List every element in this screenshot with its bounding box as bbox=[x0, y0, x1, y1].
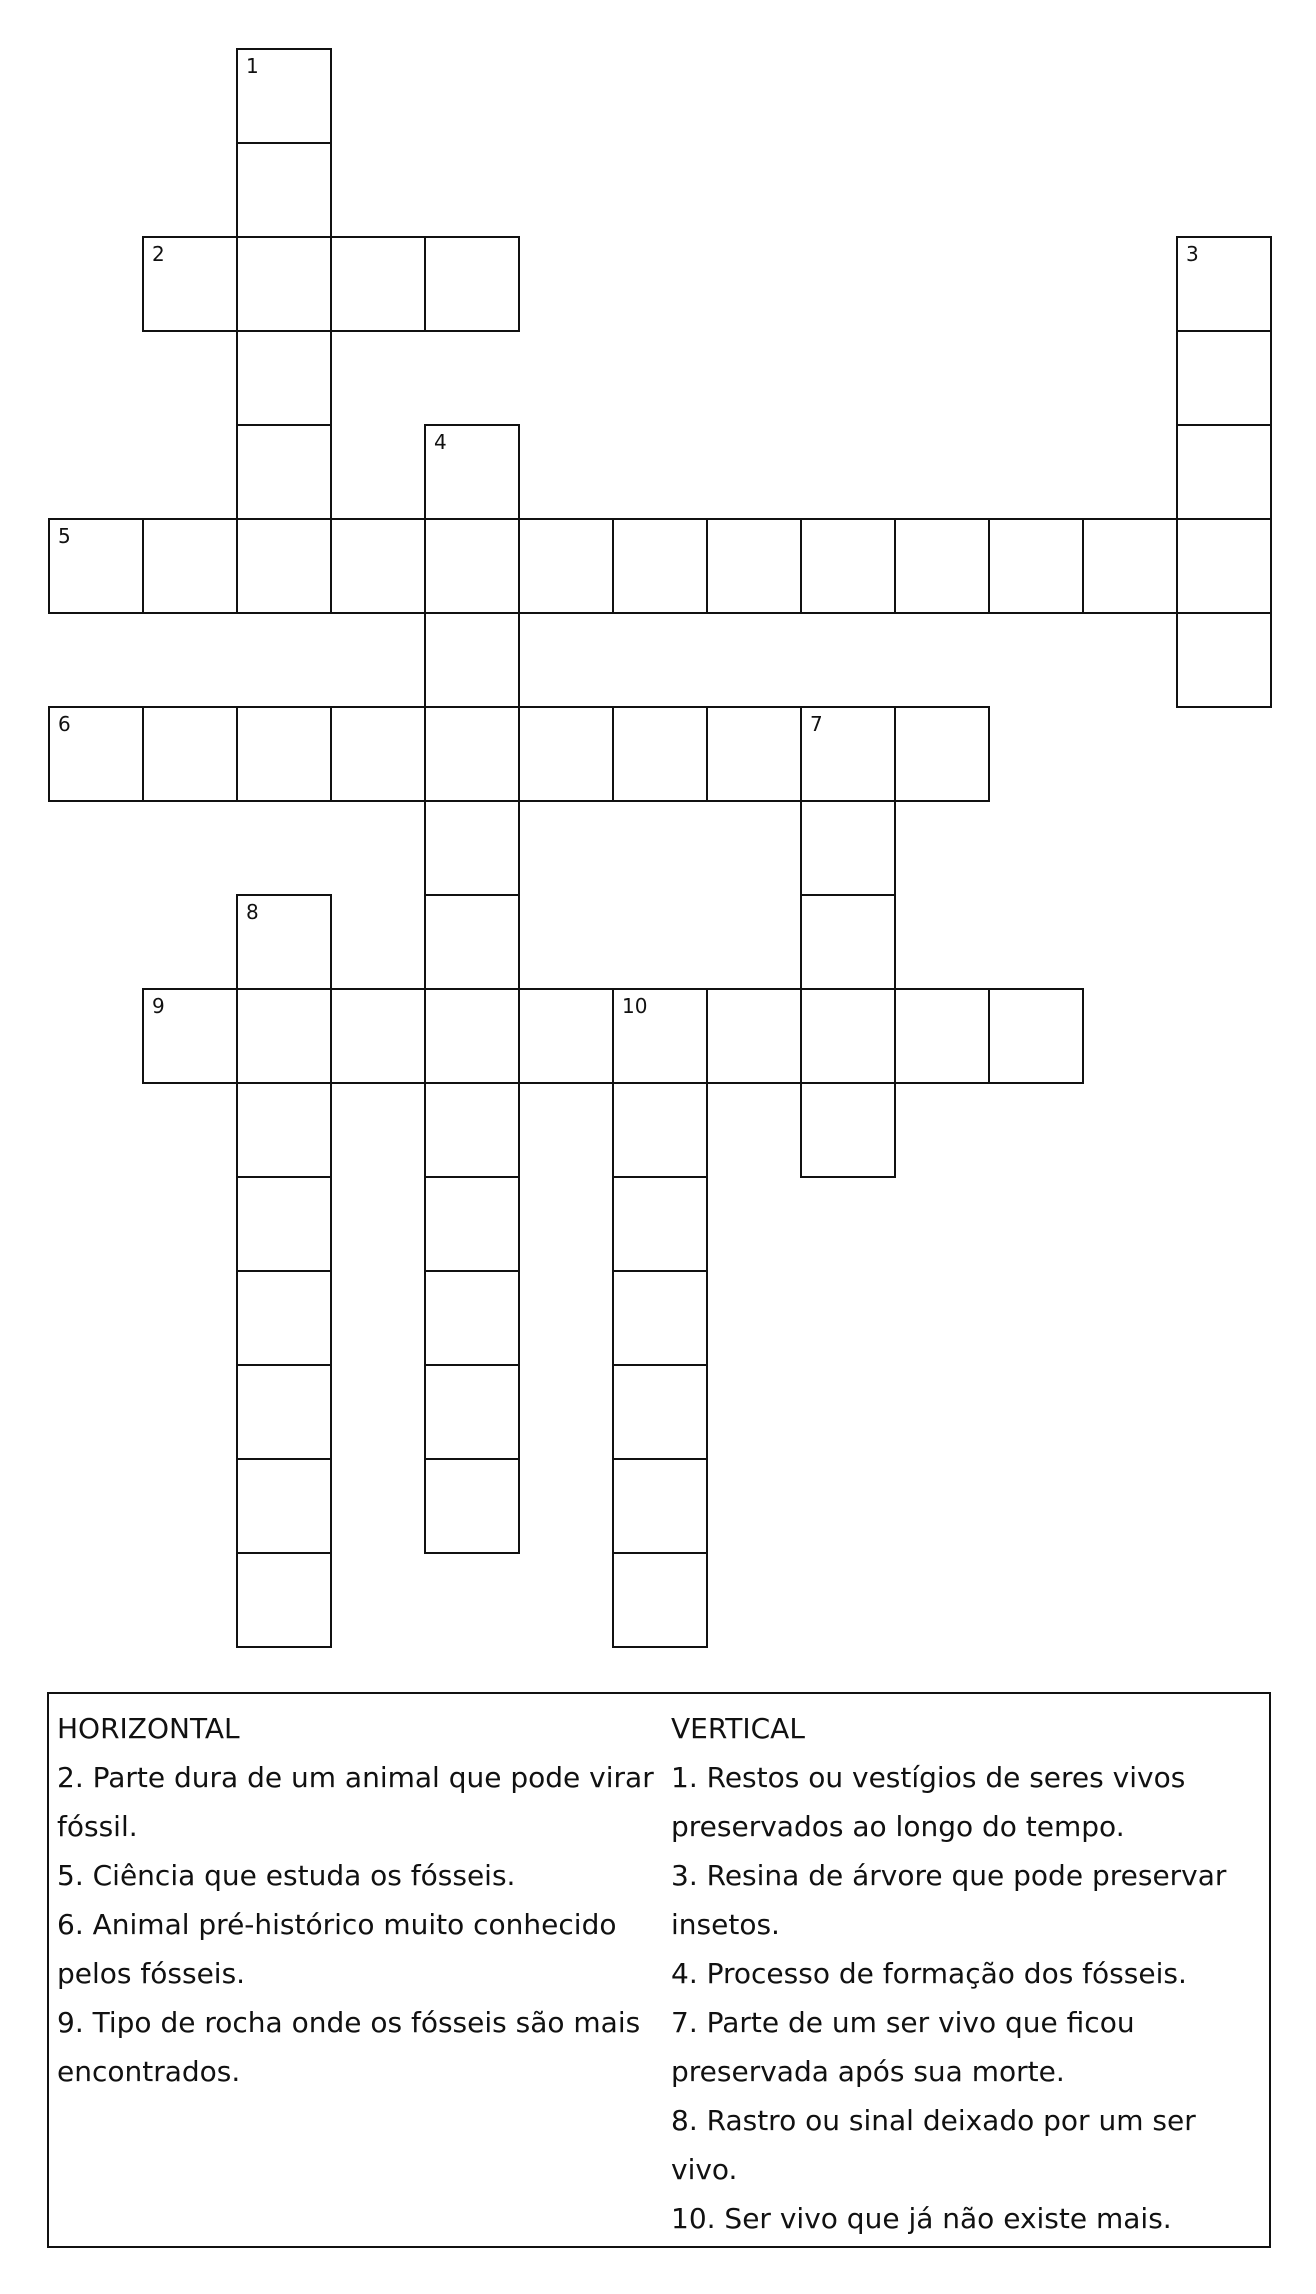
crossword-cell[interactable] bbox=[612, 1364, 708, 1460]
clue-horizontal-9-line1: 9. Tipo de rocha onde os fósseis são mais bbox=[57, 2006, 641, 2039]
crossword-cell[interactable] bbox=[236, 988, 332, 1084]
clue-horizontal-9-line2: encontrados. bbox=[57, 2055, 241, 2088]
crossword-cell[interactable] bbox=[988, 988, 1084, 1084]
horizontal-clues bbox=[57, 1704, 657, 2096]
crossword-cell[interactable] bbox=[236, 236, 332, 332]
crossword-cell[interactable] bbox=[612, 1176, 708, 1272]
crossword-cell[interactable] bbox=[518, 988, 614, 1084]
crossword-cell[interactable] bbox=[330, 518, 426, 614]
vertical-clues bbox=[671, 1704, 1267, 2243]
crossword-cell[interactable] bbox=[142, 988, 238, 1084]
crossword-cell[interactable] bbox=[424, 518, 520, 614]
crossword-cell[interactable] bbox=[424, 706, 520, 802]
crossword-cell[interactable] bbox=[612, 1270, 708, 1366]
crossword-cell[interactable] bbox=[800, 894, 896, 990]
crossword-cell[interactable] bbox=[612, 706, 708, 802]
clue-number: 5 bbox=[58, 524, 71, 548]
crossword-cell[interactable] bbox=[236, 330, 332, 426]
crossword-cell[interactable] bbox=[424, 988, 520, 1084]
crossword-cell[interactable] bbox=[236, 894, 332, 990]
clue-number: 3 bbox=[1186, 242, 1199, 266]
crossword-cell[interactable] bbox=[800, 706, 896, 802]
clue-number: 1 bbox=[246, 54, 259, 78]
clue-number: 9 bbox=[152, 994, 165, 1018]
crossword-cell[interactable] bbox=[330, 988, 426, 1084]
clue-vertical-1-line1: 1. Restos ou vestígios de seres vivos bbox=[671, 1761, 1186, 1794]
crossword-cell[interactable] bbox=[612, 988, 708, 1084]
crossword-cell[interactable] bbox=[1176, 236, 1272, 332]
crossword-cell[interactable] bbox=[988, 518, 1084, 614]
crossword-cell[interactable] bbox=[142, 236, 238, 332]
crossword-cell[interactable] bbox=[236, 706, 332, 802]
crossword-cell[interactable] bbox=[236, 1082, 332, 1178]
crossword-cell[interactable] bbox=[424, 800, 520, 896]
crossword-cell[interactable] bbox=[800, 518, 896, 614]
crossword-cell[interactable] bbox=[236, 424, 332, 520]
crossword-cell[interactable] bbox=[236, 1458, 332, 1554]
clue-vertical-7-line2: preservada após sua morte. bbox=[671, 2055, 1065, 2088]
clue-number: 2 bbox=[152, 242, 165, 266]
crossword-cell[interactable] bbox=[800, 988, 896, 1084]
crossword-cell[interactable] bbox=[424, 236, 520, 332]
crossword-cell[interactable] bbox=[236, 518, 332, 614]
crossword-cell[interactable] bbox=[1176, 518, 1272, 614]
crossword-cell[interactable] bbox=[1176, 424, 1272, 520]
crossword-cell[interactable] bbox=[236, 142, 332, 238]
crossword-cell[interactable] bbox=[330, 706, 426, 802]
vertical-heading: VERTICAL bbox=[671, 1712, 805, 1745]
crossword-cell[interactable] bbox=[236, 1176, 332, 1272]
crossword-cell[interactable] bbox=[236, 48, 332, 144]
crossword-cell[interactable] bbox=[894, 518, 990, 614]
clue-horizontal-2-line1: 2. Parte dura de um animal que pode virar bbox=[57, 1761, 654, 1794]
crossword-cell[interactable] bbox=[424, 1364, 520, 1460]
clue-vertical-10-line1: 10. Ser vivo que já não existe mais. bbox=[671, 2202, 1172, 2235]
clue-vertical-4-line1: 4. Processo de formação dos fósseis. bbox=[671, 1957, 1187, 1990]
crossword-cell[interactable] bbox=[424, 1176, 520, 1272]
crossword-cell[interactable] bbox=[142, 706, 238, 802]
clue-number: 4 bbox=[434, 430, 447, 454]
crossword-cell[interactable] bbox=[236, 1364, 332, 1460]
crossword-cell[interactable] bbox=[706, 988, 802, 1084]
crossword-cell[interactable] bbox=[330, 236, 426, 332]
clue-horizontal-6-line2: pelos fósseis. bbox=[57, 1957, 246, 1990]
crossword-cell[interactable] bbox=[48, 518, 144, 614]
crossword-cell[interactable] bbox=[518, 518, 614, 614]
crossword-cell[interactable] bbox=[1176, 612, 1272, 708]
clue-horizontal-2-line2: fóssil. bbox=[57, 1810, 138, 1843]
crossword-cell[interactable] bbox=[894, 988, 990, 1084]
crossword-cell[interactable] bbox=[612, 1458, 708, 1554]
crossword-cell[interactable] bbox=[424, 612, 520, 708]
crossword-cell[interactable] bbox=[518, 706, 614, 802]
crossword-cell[interactable] bbox=[706, 518, 802, 614]
crossword-cell[interactable] bbox=[48, 706, 144, 802]
crossword-cell[interactable] bbox=[424, 1270, 520, 1366]
crossword-cell[interactable] bbox=[612, 518, 708, 614]
crossword-cell[interactable] bbox=[706, 706, 802, 802]
crossword-cell[interactable] bbox=[424, 424, 520, 520]
horizontal-heading: HORIZONTAL bbox=[57, 1712, 240, 1745]
crossword-cell[interactable] bbox=[800, 1082, 896, 1178]
clue-vertical-1-line2: preservados ao longo do tempo. bbox=[671, 1810, 1125, 1843]
clue-number: 6 bbox=[58, 712, 71, 736]
crossword-cell[interactable] bbox=[142, 518, 238, 614]
crossword-cell[interactable] bbox=[1082, 518, 1178, 614]
clue-number: 10 bbox=[622, 994, 648, 1018]
crossword-cell[interactable] bbox=[424, 1458, 520, 1554]
clue-number: 8 bbox=[246, 900, 259, 924]
crossword-cell[interactable] bbox=[1176, 330, 1272, 426]
clue-vertical-8-line1: 8. Rastro ou sinal deixado por um ser vivo. bbox=[671, 2104, 1196, 2186]
clue-number: 7 bbox=[810, 712, 823, 736]
crossword-cell[interactable] bbox=[800, 800, 896, 896]
clue-vertical-7-line1: 7. Parte de um ser vivo que ficou bbox=[671, 2006, 1135, 2039]
clue-vertical-3-line1: 3. Resina de árvore que pode preservar bbox=[671, 1859, 1227, 1892]
crossword-cell[interactable] bbox=[612, 1082, 708, 1178]
clue-box bbox=[47, 1692, 1271, 2248]
clue-horizontal-5-line1: 5. Ciência que estuda os fósseis. bbox=[57, 1859, 516, 1892]
crossword-cell[interactable] bbox=[236, 1270, 332, 1366]
crossword-cell[interactable] bbox=[236, 1552, 332, 1648]
crossword-cell[interactable] bbox=[894, 706, 990, 802]
clue-horizontal-6-line1: 6. Animal pré-histórico muito conhecido bbox=[57, 1908, 617, 1941]
crossword-cell[interactable] bbox=[424, 894, 520, 990]
crossword-cell[interactable] bbox=[612, 1552, 708, 1648]
crossword-cell[interactable] bbox=[424, 1082, 520, 1178]
clue-vertical-3-line2: insetos. bbox=[671, 1908, 780, 1941]
